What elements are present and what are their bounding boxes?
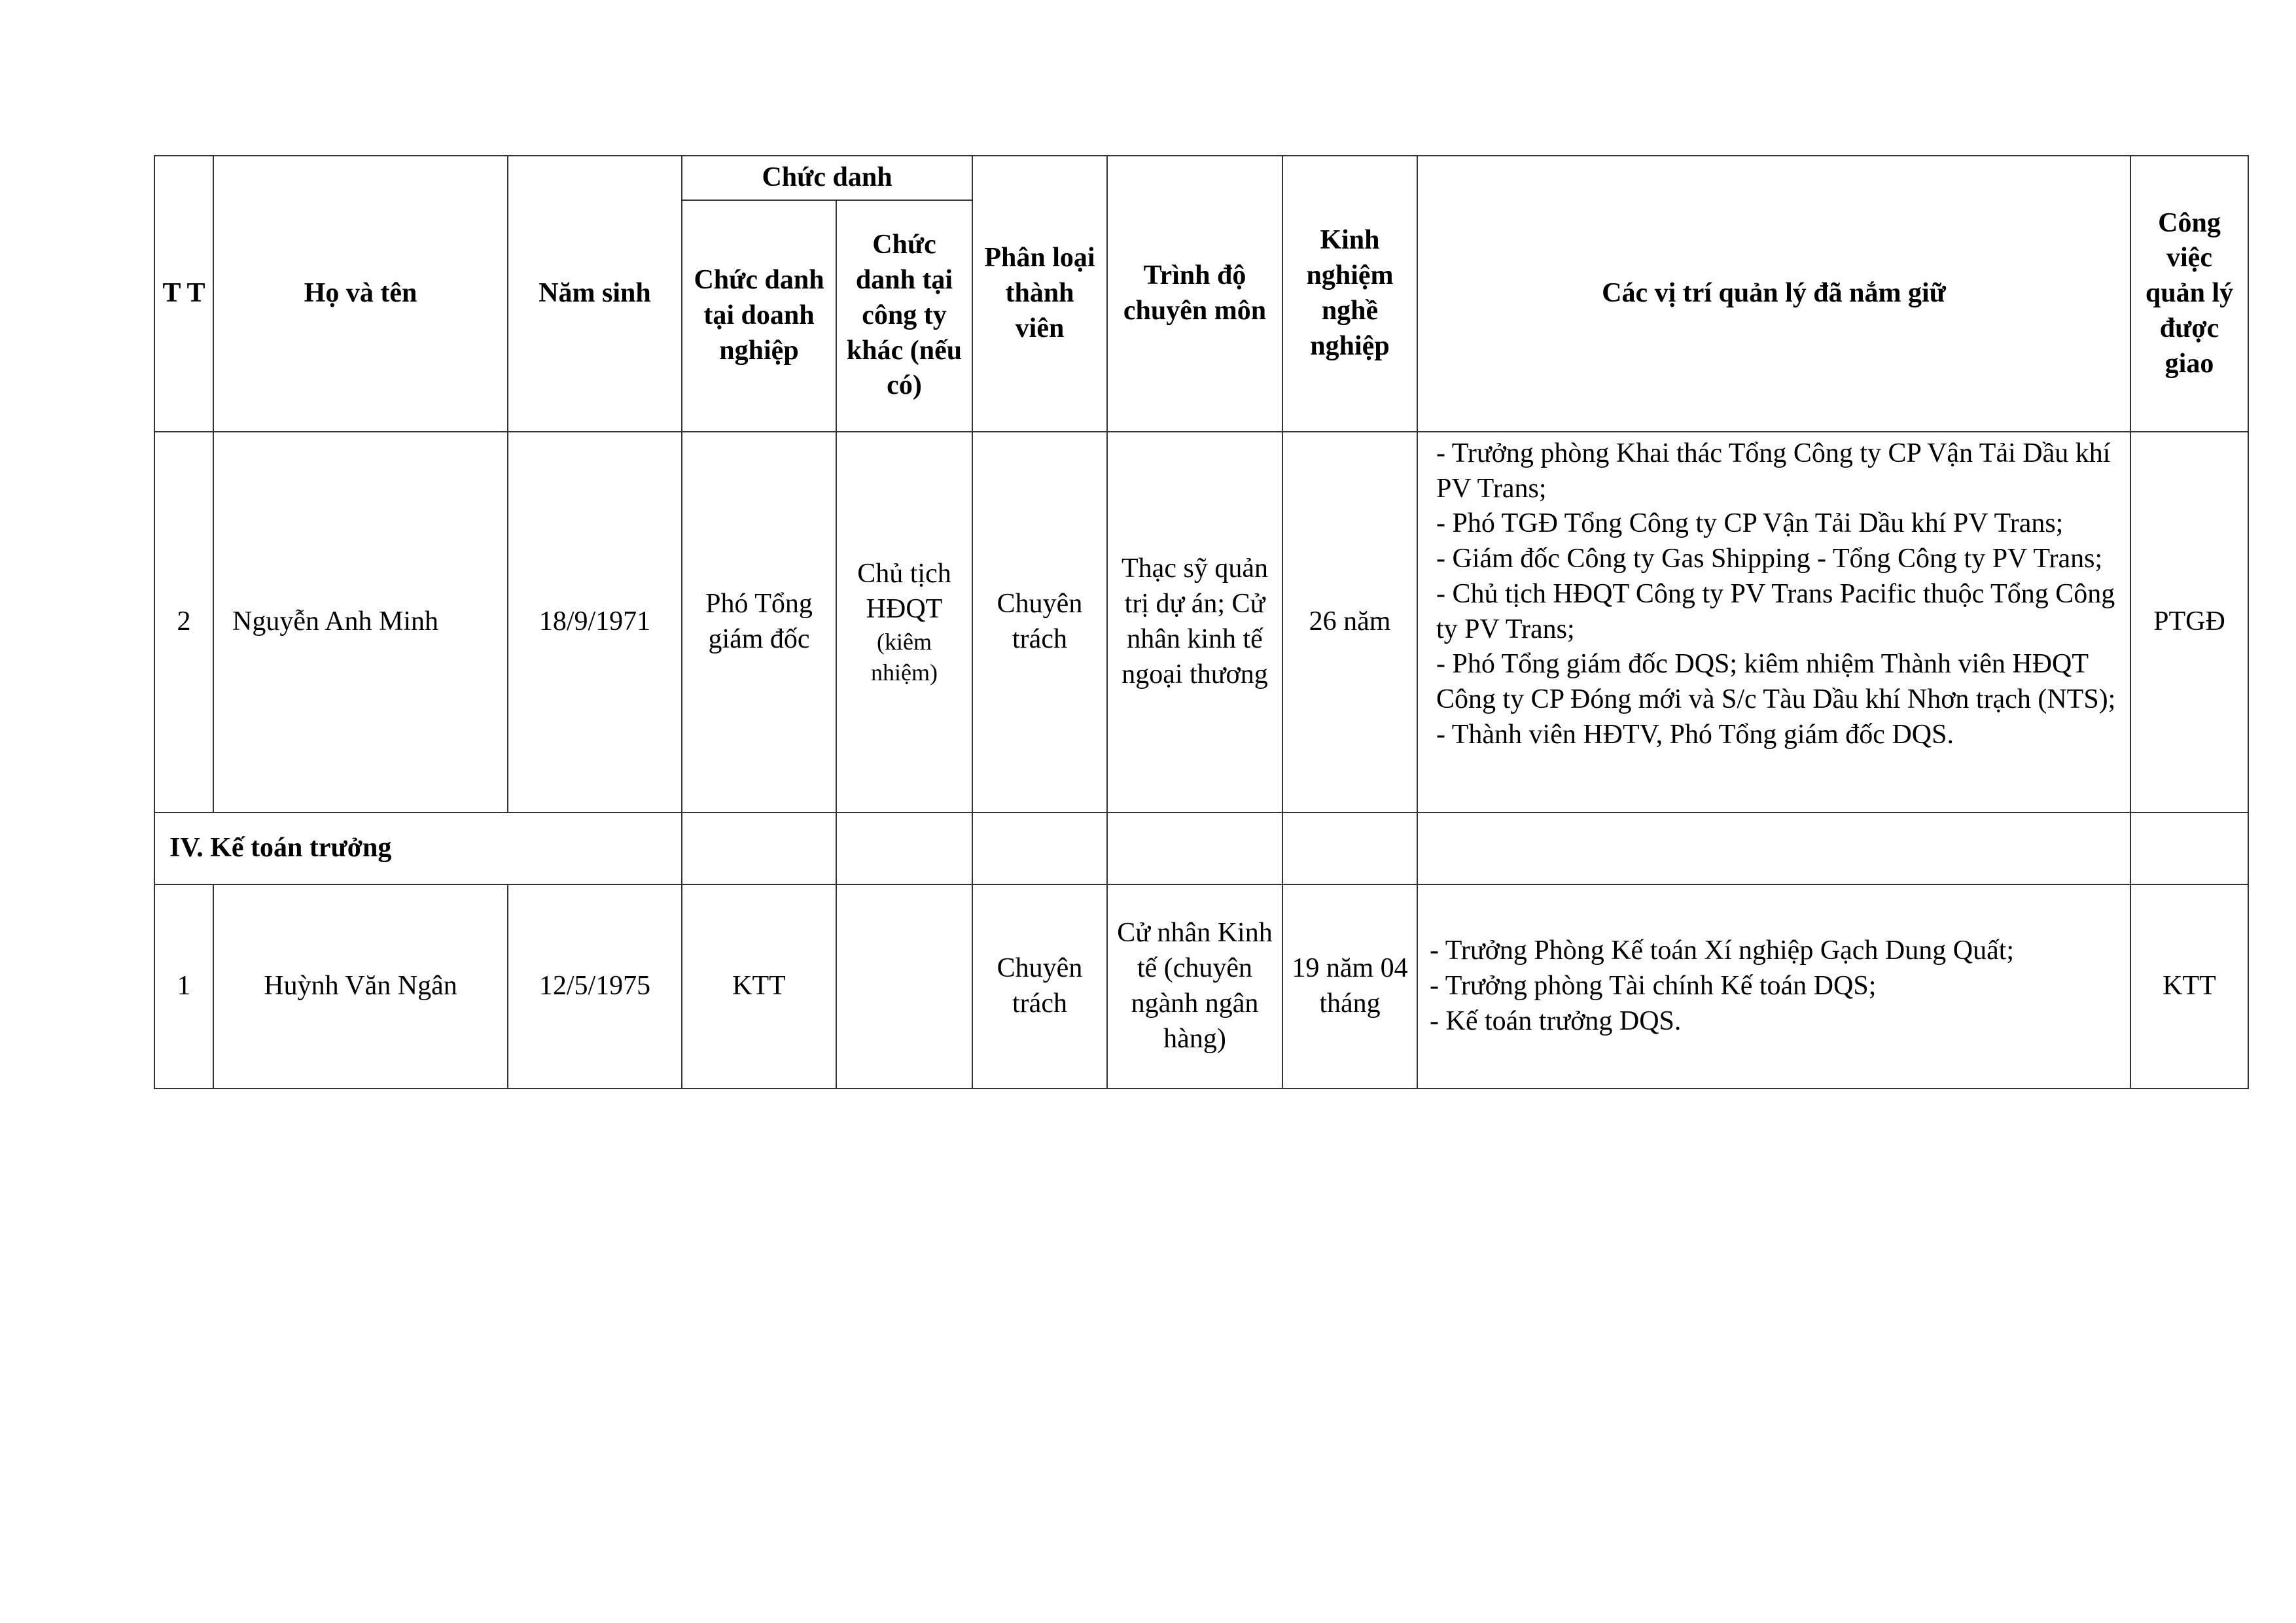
personnel-table bbox=[154, 155, 2249, 1089]
section-title: IV. Kế toán trưởng bbox=[154, 812, 682, 884]
section-empty-cell bbox=[2130, 812, 2248, 884]
table-row bbox=[154, 884, 2248, 1089]
cell-title-other-main: Chủ tịch HĐQT bbox=[857, 558, 951, 624]
section-empty-cell bbox=[1107, 812, 1282, 884]
cell-member-type: Chuyên trách bbox=[972, 432, 1107, 812]
cell-birth: 12/5/1975 bbox=[508, 884, 682, 1089]
section-empty-cell bbox=[1417, 812, 2130, 884]
cell-member-type: Chuyên trách bbox=[972, 884, 1107, 1089]
header-birth-year: Năm sinh bbox=[508, 156, 682, 432]
cell-name: Nguyễn Anh Minh bbox=[213, 432, 508, 812]
header-experience: Kinh nghiệm nghề nghiệp bbox=[1282, 156, 1417, 432]
header-row-top bbox=[154, 156, 2248, 200]
position-item: - Trưởng phòng Khai thác Tổng Công ty CP Vận Tải Dầu khí PV Trans; bbox=[1436, 438, 2111, 504]
position-item: - Thành viên HĐTV, Phó Tổng giám đốc DQS. bbox=[1436, 719, 1954, 750]
cell-positions bbox=[1417, 884, 2130, 1089]
header-member-type: Phân loại thành viên bbox=[972, 156, 1107, 432]
section-empty-cell bbox=[972, 812, 1107, 884]
position-item: - Trưởng phòng Tài chính Kế toán DQS; bbox=[1430, 970, 1877, 1001]
position-item: - Giám đốc Công ty Gas Shipping - Tổng Công ty PV Trans; - Chủ tịch HĐQT Công ty PV Trans Pacific thuộc Tổng Công ty PV Trans; bbox=[1436, 544, 2115, 644]
cell-experience: 19 năm 04 tháng bbox=[1282, 884, 1417, 1089]
header-positions-held: Các vị trí quản lý đã nắm giữ bbox=[1417, 156, 2130, 432]
cell-qualification: Cử nhân Kinh tế (chuyên ngành ngân hàng) bbox=[1107, 884, 1282, 1089]
section-empty-cell bbox=[682, 812, 836, 884]
cell-tt: 2 bbox=[154, 432, 213, 812]
header-tt: T T bbox=[154, 156, 213, 432]
cell-assigned: KTT bbox=[2130, 884, 2248, 1089]
position-item: - Kế toán trưởng DQS. bbox=[1430, 1005, 1682, 1036]
cell-title-other bbox=[836, 884, 972, 1089]
section-empty-cell bbox=[836, 812, 972, 884]
table-row bbox=[154, 432, 2248, 812]
header-qualification: Trình độ chuyên môn bbox=[1107, 156, 1282, 432]
position-item: - Trưởng Phòng Kế toán Xí nghiệp Gạch Dung Quất; bbox=[1430, 935, 2015, 966]
cell-qualification: Thạc sỹ quản trị dự án; Cử nhân kinh tế ngoại thương bbox=[1107, 432, 1282, 812]
cell-title-other-note: (kiêm nhiệm) bbox=[871, 629, 938, 686]
header-title-group: Chức danh bbox=[682, 156, 972, 200]
cell-title-at-company: KTT bbox=[682, 884, 836, 1089]
section-empty-cell bbox=[1282, 812, 1417, 884]
section-row bbox=[154, 812, 2248, 884]
cell-experience: 26 năm bbox=[1282, 432, 1417, 812]
cell-tt: 1 bbox=[154, 884, 213, 1089]
header-assigned-work: Công việc quản lý được giao bbox=[2130, 156, 2248, 432]
cell-name: Huỳnh Văn Ngân bbox=[213, 884, 508, 1089]
header-name: Họ và tên bbox=[213, 156, 508, 432]
cell-title-other bbox=[836, 432, 972, 812]
cell-title-at-company: Phó Tổng giám đốc bbox=[682, 432, 836, 812]
cell-birth: 18/9/1971 bbox=[508, 432, 682, 812]
cell-assigned: PTGĐ bbox=[2130, 432, 2248, 812]
position-item: - Phó Tổng giám đốc DQS; kiêm nhiệm Thành viên HĐQT Công ty CP Đóng mới và S/c Tàu Dầu khí Nhơn trạch (NTS); bbox=[1436, 649, 2116, 714]
header-title-other: Chức danh tại công ty khác (nếu có) bbox=[836, 200, 972, 432]
position-item: - Phó TGĐ Tổng Công ty CP Vận Tải Dầu khí PV Trans; bbox=[1436, 508, 2064, 539]
cell-positions bbox=[1417, 432, 2130, 812]
header-title-at-company: Chức danh tại doanh nghiệp bbox=[682, 200, 836, 432]
